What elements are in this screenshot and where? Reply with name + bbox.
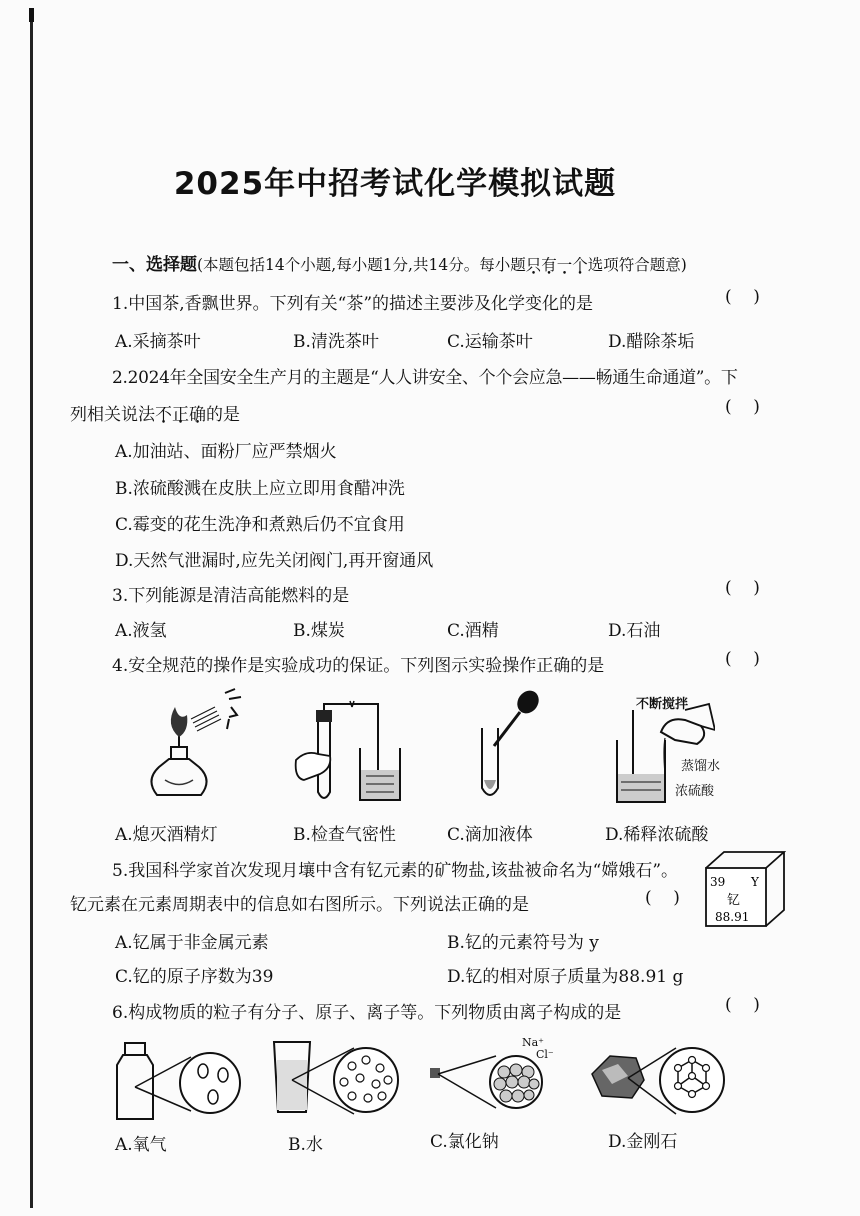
section-header [112, 250, 687, 275]
question-1-stem: 1.中国茶,香飘世界。下列有关“茶”的描述主要涉及化学变化的是 [112, 294, 594, 314]
q1-option-c[interactable]: C.运输茶叶 [447, 332, 533, 352]
q2-option-d[interactable]: D.天然气泄漏时,应先关闭阀门,再开窗通风 [115, 551, 434, 571]
label-stir: 不断搅拌 [636, 697, 689, 712]
answer-paren[interactable]: ( ) [725, 578, 760, 598]
q5-option-d[interactable]: D.钇的相对原子质量为88.91 g [447, 967, 684, 987]
q1-option-b[interactable]: B.清洗茶叶 [293, 332, 379, 352]
stem-post: 的是 [206, 405, 240, 425]
section-note-pre: (本题包括14个小题,每小题1分,共14分。每小题 [197, 256, 526, 274]
element-mass: 88.91 [715, 910, 750, 924]
element-name: 钇 [727, 893, 741, 908]
stem-emph [155, 405, 206, 425]
q2-option-c[interactable]: C.霉变的花生洗净和煮熟后仍不宜食用 [115, 515, 405, 535]
dropper-figure [470, 688, 550, 806]
q5-option-a[interactable]: A.钇属于非金属元素 [115, 933, 269, 953]
alcohol-lamp-blowing-figure [145, 685, 255, 803]
emph-char: 一 [556, 256, 573, 274]
airtightness-check-figure [290, 700, 410, 808]
diamond-figure [588, 1034, 733, 1126]
q5-option-b[interactable]: B.钇的元素符号为 y [447, 933, 599, 953]
q5-option-c[interactable]: C.钇的原子序数为39 [115, 967, 274, 987]
answer-paren[interactable]: ( ) [725, 397, 760, 417]
chloride-ion-label: Cl⁻ [536, 1048, 554, 1061]
emph-char: 不 [155, 405, 172, 425]
q6-option-c[interactable]: C.氯化钠 [430, 1132, 499, 1152]
question-5-stem-line2: 钇元素在元素周期表中的信息如右图所示。下列说法正确的是 [70, 895, 529, 915]
q2-option-b[interactable]: B.浓硫酸溅在皮肤上应立即用食醋冲洗 [115, 479, 405, 499]
element-number: 39 [710, 875, 726, 889]
q1-option-d[interactable]: D.醋除茶垢 [608, 332, 695, 352]
q4-option-b[interactable]: B.检查气密性 [293, 825, 396, 845]
section-note-emph [526, 256, 588, 274]
question-4-stem: 4.安全规范的操作是实验成功的保证。下列图示实验操作正确的是 [112, 656, 605, 676]
question-3-stem: 3.下列能源是清洁高能燃料的是 [112, 586, 350, 606]
answer-paren[interactable]: ( ) [725, 649, 760, 669]
question-5-stem-line1: 5.我国科学家首次发现月壤中含有钇元素的矿物盐,该盐被命名为“嫦娥石”。 [112, 861, 679, 881]
page-title: 2025年中招考试化学模拟试题 [173, 166, 617, 202]
q3-option-a[interactable]: A.液氢 [115, 621, 167, 641]
page-edge-mark [29, 8, 34, 22]
q6-option-a[interactable]: A.氧气 [115, 1135, 167, 1155]
q3-option-d[interactable]: D.石油 [608, 621, 661, 641]
element-symbol: Y [751, 875, 759, 889]
label-distilled-water: 蒸馏水 [681, 759, 721, 774]
q4-option-c[interactable]: C.滴加液体 [447, 825, 533, 845]
q3-option-c[interactable]: C.酒精 [447, 621, 499, 641]
emph-char: 确 [189, 405, 206, 425]
q1-option-a[interactable]: A.采摘茶叶 [115, 332, 201, 352]
q4-option-a[interactable]: A.熄灭酒精灯 [115, 825, 218, 845]
q4-option-d[interactable]: D.稀释浓硫酸 [605, 825, 709, 845]
q3-option-b[interactable]: B.煤炭 [293, 621, 345, 641]
oxygen-bottle-figure [115, 1035, 250, 1125]
emph-char: 个 [572, 256, 588, 274]
answer-paren[interactable]: ( ) [645, 888, 680, 908]
q2-option-a[interactable]: A.加油站、面粉厂应严禁烟火 [115, 442, 337, 462]
stem-pre: 列相关说法 [70, 405, 155, 425]
emph-char: 正 [172, 405, 189, 425]
periodic-element-card [704, 850, 786, 930]
section-note-post: 选项符合题意) [587, 256, 687, 274]
answer-paren[interactable]: ( ) [725, 287, 760, 307]
sodium-ion-label: Na⁺ [522, 1036, 544, 1049]
emph-char: 有 [541, 256, 557, 274]
question-2-stem-line1: 2.2024年全国安全生产月的主题是“人人讲安全、个个会应急——畅通生命通道”。下 [112, 368, 738, 388]
answer-paren[interactable]: ( ) [725, 995, 760, 1015]
q6-option-d[interactable]: D.金刚石 [608, 1132, 678, 1152]
q6-option-b[interactable]: B.水 [288, 1135, 323, 1155]
section-label: 一、选择题 [112, 255, 197, 275]
question-2-stem-line2 [70, 400, 240, 425]
question-6-stem: 6.构成物质的粒子有分子、原子、离子等。下列物质由离子构成的是 [112, 1003, 622, 1023]
emph-char: 只 [525, 256, 542, 274]
water-cup-figure [272, 1030, 402, 1125]
label-acid: 浓硫酸 [675, 784, 715, 799]
